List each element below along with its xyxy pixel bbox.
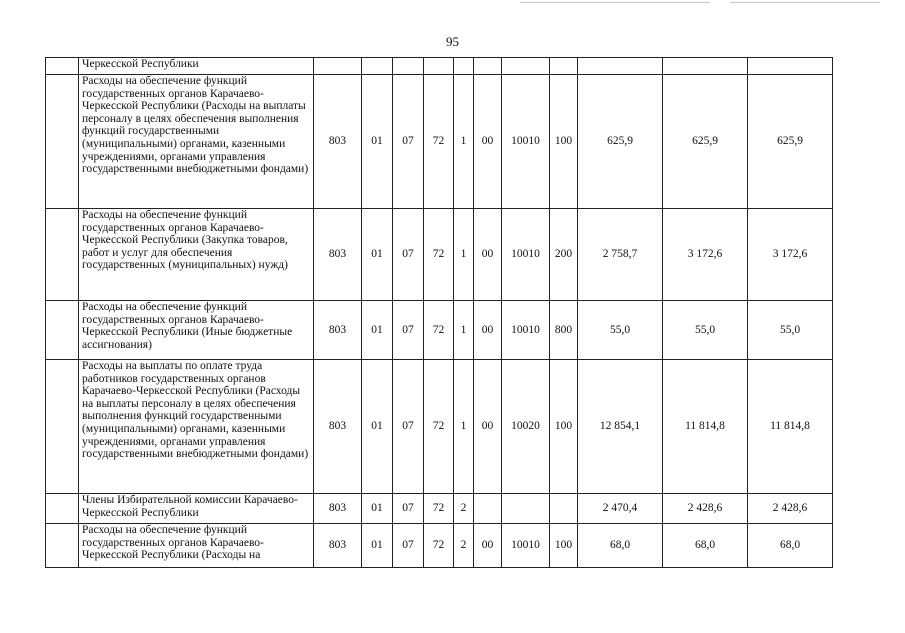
department-code-cell: 803 bbox=[314, 524, 362, 568]
amount-year-2-cell: 68,0 bbox=[663, 524, 748, 568]
amount-year-2-cell: 2 428,6 bbox=[663, 494, 748, 524]
section-code-cell: 01 bbox=[362, 524, 393, 568]
amount-year-2-cell bbox=[663, 58, 748, 75]
amount-year-3-cell: 68,0 bbox=[748, 524, 833, 568]
event-code-cell: 00 bbox=[474, 75, 502, 209]
table-row bbox=[46, 524, 833, 568]
expense-type-code-cell: 100 bbox=[550, 524, 578, 568]
subprogram-code-cell: 1 bbox=[454, 360, 474, 494]
amount-year-1-cell: 2 758,7 bbox=[578, 209, 663, 301]
table-row bbox=[46, 209, 833, 301]
department-code-cell: 803 bbox=[314, 75, 362, 209]
amount-year-3-cell: 2 428,6 bbox=[748, 494, 833, 524]
expense-type-code-cell: 100 bbox=[550, 360, 578, 494]
section-code-cell: 01 bbox=[362, 209, 393, 301]
amount-year-2-cell: 11 814,8 bbox=[663, 360, 748, 494]
amount-year-2-cell: 55,0 bbox=[663, 301, 748, 360]
subsection-code-cell: 07 bbox=[393, 360, 424, 494]
row-number-cell bbox=[46, 58, 79, 75]
program-code-cell: 72 bbox=[424, 494, 454, 524]
row-number-cell bbox=[46, 301, 79, 360]
row-number-cell bbox=[46, 209, 79, 301]
subsection-code-cell: 07 bbox=[393, 494, 424, 524]
program-code-cell bbox=[424, 58, 454, 75]
row-number-cell bbox=[46, 524, 79, 568]
expense-type-code-cell bbox=[550, 494, 578, 524]
department-code-cell bbox=[314, 58, 362, 75]
department-code-cell: 803 bbox=[314, 301, 362, 360]
expense-type-code-cell: 100 bbox=[550, 75, 578, 209]
amount-year-1-cell: 2 470,4 bbox=[578, 494, 663, 524]
section-code-cell: 01 bbox=[362, 360, 393, 494]
program-code-cell: 72 bbox=[424, 75, 454, 209]
scan-artifact-line bbox=[520, 2, 710, 3]
program-code-cell: 72 bbox=[424, 360, 454, 494]
budget-table bbox=[45, 57, 833, 568]
department-code-cell: 803 bbox=[314, 360, 362, 494]
expense-name-cell: Расходы на обеспечение функций государственных органов Карачаево-Черкесской Республики (Закупка товаров, работ и услуг для обеспечения государственных (муниципальных) нужд) bbox=[79, 209, 314, 301]
section-code-cell: 01 bbox=[362, 301, 393, 360]
event-code-cell bbox=[474, 494, 502, 524]
program-code-cell: 72 bbox=[424, 524, 454, 568]
expense-name-cell: Расходы на обеспечение функций государственных органов Карачаево-Черкесской Республики (Расходы на bbox=[79, 524, 314, 568]
subprogram-code-cell bbox=[454, 58, 474, 75]
amount-year-3-cell: 55,0 bbox=[748, 301, 833, 360]
program-code-cell: 72 bbox=[424, 301, 454, 360]
event-code-cell: 00 bbox=[474, 524, 502, 568]
expense-name-cell: Члены Избирательной комиссии Карачаево-Черкесской Республики bbox=[79, 494, 314, 524]
row-number-cell bbox=[46, 494, 79, 524]
amount-year-1-cell: 12 854,1 bbox=[578, 360, 663, 494]
section-code-cell: 01 bbox=[362, 494, 393, 524]
scan-artifact-line bbox=[730, 2, 880, 3]
table-row bbox=[46, 58, 833, 75]
event-code-cell bbox=[474, 58, 502, 75]
event-code-cell: 00 bbox=[474, 301, 502, 360]
section-code-cell bbox=[362, 58, 393, 75]
department-code-cell: 803 bbox=[314, 209, 362, 301]
direction-code-cell: 10010 bbox=[502, 209, 550, 301]
expense-name-cell: Расходы на обеспечение функций государственных органов Карачаево-Черкесской Республики (Расходы на выплаты персоналу в целях обеспечения выполнения функций государственными (муниципальными) органами, казенными учреждениями, органами управления государственными внебюджетными фондами) bbox=[79, 75, 314, 209]
subprogram-code-cell: 2 bbox=[454, 524, 474, 568]
expense-type-code-cell: 800 bbox=[550, 301, 578, 360]
direction-code-cell: 10020 bbox=[502, 360, 550, 494]
amount-year-3-cell: 3 172,6 bbox=[748, 209, 833, 301]
subsection-code-cell: 07 bbox=[393, 209, 424, 301]
amount-year-3-cell: 11 814,8 bbox=[748, 360, 833, 494]
amount-year-1-cell: 68,0 bbox=[578, 524, 663, 568]
subprogram-code-cell: 2 bbox=[454, 494, 474, 524]
event-code-cell: 00 bbox=[474, 360, 502, 494]
amount-year-2-cell: 3 172,6 bbox=[663, 209, 748, 301]
event-code-cell: 00 bbox=[474, 209, 502, 301]
direction-code-cell: 10010 bbox=[502, 524, 550, 568]
subsection-code-cell: 07 bbox=[393, 301, 424, 360]
subsection-code-cell: 07 bbox=[393, 524, 424, 568]
table-row bbox=[46, 494, 833, 524]
subprogram-code-cell: 1 bbox=[454, 301, 474, 360]
expense-name-cell: Черкесской Республики bbox=[79, 58, 314, 75]
expense-name-cell: Расходы на выплаты по оплате труда работников государственных органов Карачаево-Черкесской Республики (Расходы на выплаты персоналу в целях обеспечения выполнения функций государственными (муниципальными) органами, казенными учреждениями, органами управления государственными внебюджетными фондами) bbox=[79, 360, 314, 494]
direction-code-cell: 10010 bbox=[502, 301, 550, 360]
row-number-cell bbox=[46, 360, 79, 494]
table-row bbox=[46, 301, 833, 360]
amount-year-1-cell bbox=[578, 58, 663, 75]
amount-year-3-cell: 625,9 bbox=[748, 75, 833, 209]
table-row bbox=[46, 75, 833, 209]
subprogram-code-cell: 1 bbox=[454, 209, 474, 301]
expense-type-code-cell bbox=[550, 58, 578, 75]
amount-year-1-cell: 625,9 bbox=[578, 75, 663, 209]
direction-code-cell bbox=[502, 58, 550, 75]
direction-code-cell: 10010 bbox=[502, 75, 550, 209]
expense-type-code-cell: 200 bbox=[550, 209, 578, 301]
amount-year-2-cell: 625,9 bbox=[663, 75, 748, 209]
table-row bbox=[46, 360, 833, 494]
page-number: 95 bbox=[446, 34, 459, 49]
row-number-cell bbox=[46, 75, 79, 209]
amount-year-1-cell: 55,0 bbox=[578, 301, 663, 360]
program-code-cell: 72 bbox=[424, 209, 454, 301]
subsection-code-cell: 07 bbox=[393, 75, 424, 209]
subprogram-code-cell: 1 bbox=[454, 75, 474, 209]
amount-year-3-cell bbox=[748, 58, 833, 75]
section-code-cell: 01 bbox=[362, 75, 393, 209]
department-code-cell: 803 bbox=[314, 494, 362, 524]
direction-code-cell bbox=[502, 494, 550, 524]
expense-name-cell: Расходы на обеспечение функций государственных органов Карачаево-Черкесской Республики (Иные бюджетные ассигнования) bbox=[79, 301, 314, 360]
subsection-code-cell bbox=[393, 58, 424, 75]
